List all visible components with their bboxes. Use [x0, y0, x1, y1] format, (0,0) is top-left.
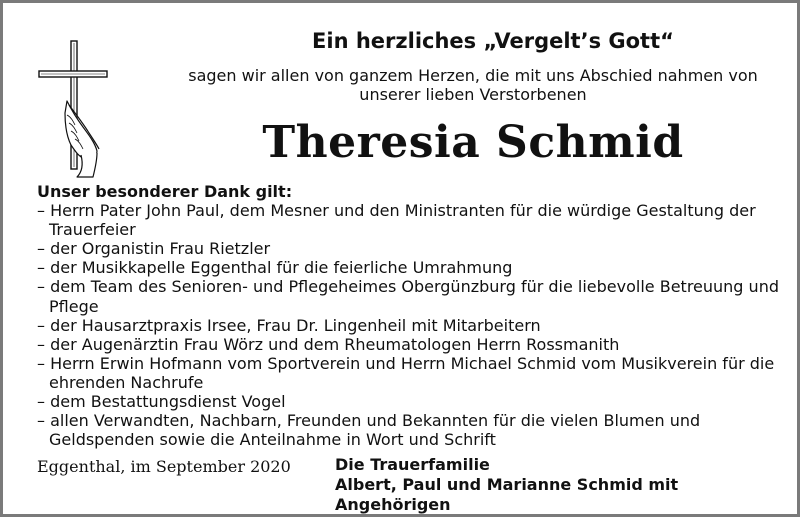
- place-and-date: Eggenthal, im September 2020: [37, 457, 291, 476]
- signature-line-1: Die Trauerfamilie: [335, 455, 490, 474]
- notice-heading: Ein herzliches „Vergelt’s Gott“: [312, 29, 674, 53]
- thanks-list-item: – dem Bestattungsdienst Vogel: [37, 392, 286, 412]
- thanks-list-item: – der Musikkapelle Eggenthal für die feierliche Umrahmung: [37, 258, 513, 278]
- thanks-section: [37, 182, 793, 449]
- thanks-list: [37, 201, 793, 449]
- thanks-title: Unser besonderer Dank gilt:: [37, 182, 293, 201]
- thanks-list-item: – der Organistin Frau Rietzler: [37, 239, 271, 259]
- intro-line-2: unserer lieben Verstorbenen: [359, 85, 587, 104]
- thanks-list-item: – allen Verwandten, Nachbarn, Freunden und Bekannten für die vielen Blumen und Geldspenden sowie die Anteilnahme in Wort und Schrift: [37, 411, 701, 450]
- thanks-list-item: – der Augenärztin Frau Wörz und dem Rheumatologen Herrn Rossmanith: [37, 334, 620, 354]
- family-signature: [335, 455, 795, 515]
- thanks-list-item: – der Hausarztpraxis Irsee, Frau Dr. Lingenheil mit Mitarbeitern: [37, 315, 541, 335]
- thanks-list-item: – Herrn Erwin Hofmann vom Sportverein und Herrn Michael Schmid vom Musikverein für die ehrenden Nachrufe: [37, 353, 775, 392]
- thanks-list-item: – dem Team des Senioren- und Pflegeheimes Obergünzburg für die liebevolle Betreuung und Pflege: [37, 277, 779, 316]
- signature-line-2: Albert, Paul und Marianne Schmid mit Angehörigen: [335, 475, 679, 514]
- intro-line-1: sagen wir allen von ganzem Herzen, die mit uns Abschied nahmen von: [188, 66, 758, 85]
- cross-with-praying-hands-icon: [37, 39, 117, 179]
- intro-text: [153, 66, 793, 104]
- thanks-list-item: – Herrn Pater John Paul, dem Mesner und den Ministranten für die würdige Gestaltung der Trauerfeier: [37, 201, 756, 240]
- deceased-name: Theresia Schmid: [262, 117, 684, 168]
